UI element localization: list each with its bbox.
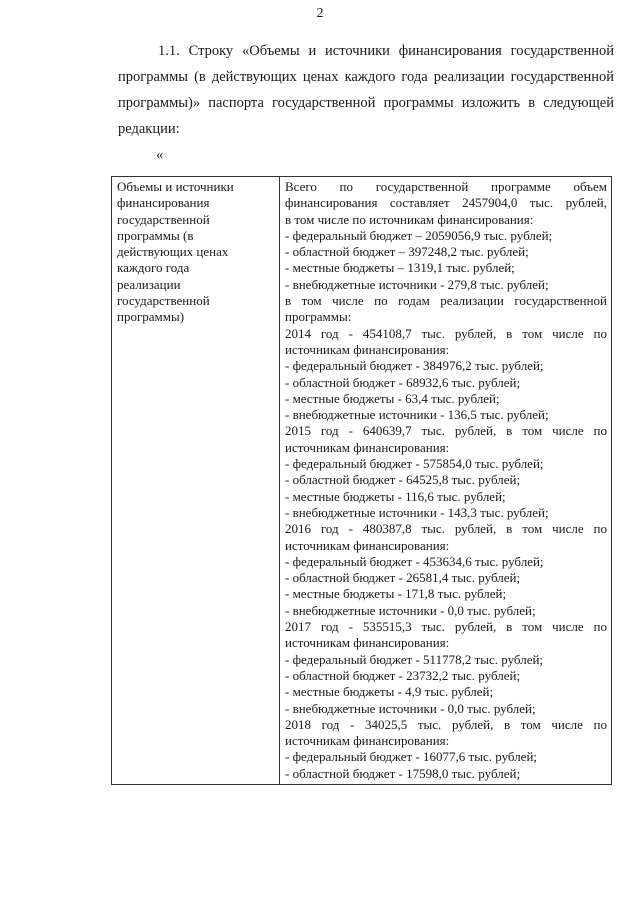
value-line: - федеральный бюджет - 384976,2 тыс. рублей; [285,358,544,374]
value-line: - внебюджетные источники - 279,8 тыс. рублей; [285,276,549,292]
label-line: программы (в [117,227,194,243]
value-line: - федеральный бюджет - 575854,0 тыс. рублей; [285,456,544,472]
value-line: - федеральный бюджет - 511778,2 тыс. рублей; [285,651,544,667]
label-line: Объемы и источники [117,179,234,194]
value-line: - местные бюджеты - 171,8 тыс. рублей; [285,586,507,602]
value-line: - местные бюджеты – 1319,1 тыс. рублей; [285,260,515,276]
value-line: - областной бюджет - 64525,8 тыс. рублей; [285,472,521,488]
value-line: программы: [285,309,352,325]
value-line: 2017 год - 535515,3 тыс. рублей, в том числе по [285,619,607,635]
value-line: - областной бюджет - 68932,6 тыс. рублей; [285,374,521,390]
opening-quote-mark: « [156,147,164,163]
label-line: программы) [117,309,185,325]
page-number: 2 [316,6,324,21]
passport-table [111,176,612,785]
label-line: государственной [117,211,210,227]
value-line: Всего по государственной программе объем [285,179,607,194]
value-line: - областной бюджет - 23732,2 тыс. рублей; [285,667,521,683]
value-line: - федеральный бюджет - 453634,6 тыс. рублей; [285,553,544,569]
value-line: источникам финансирования: [285,635,450,651]
value-line: 2018 год - 34025,5 тыс. рублей, в том числе по [285,716,607,732]
value-line: - федеральный бюджет - 16077,6 тыс. рублей; [285,749,538,765]
value-line: - местные бюджеты - 63,4 тыс. рублей; [285,390,500,406]
value-line: 2014 год - 454108,7 тыс. рублей, в том числе по [285,325,607,341]
value-line: источникам финансирования: [285,439,450,455]
table-row [112,177,612,785]
value-line: 2016 год - 480387,8 тыс. рублей, в том числе по [285,521,607,537]
value-line: - внебюджетные источники - 0,0 тыс. рублей; [285,700,536,716]
value-line: - областной бюджет – 397248,2 тыс. рублей; [285,244,529,260]
value-line: в том числе по годам реализации государственной [285,293,607,309]
value-line: финансирования составляет 2457904,0 тыс. рублей, [285,195,607,211]
value-line: источникам финансирования: [285,537,450,553]
label-line: финансирования [117,195,210,211]
value-line: - областной бюджет - 17598,0 тыс. рублей; [285,765,521,781]
value-line: - внебюджетные источники - 143,3 тыс. рублей; [285,504,549,520]
label-cell [112,177,280,785]
value-line: - внебюджетные источники - 0,0 тыс. рублей; [285,602,536,618]
intro-paragraph: 1.1. Строку «Объемы и источники финансирования государственной программы (в действующих ценах каждого года реализации государственной программы)» паспорта государственной программы изложить в следующей редакции: [118,43,614,137]
value-line: источникам финансирования: [285,733,450,749]
value-line: источникам финансирования: [285,341,450,357]
value-lines [285,179,607,782]
value-line: - внебюджетные источники - 136,5 тыс. рублей; [285,407,549,423]
label-lines [117,179,275,326]
value-line: 2015 год - 640639,7 тыс. рублей, в том числе по [285,423,607,439]
value-line: в том числе по источникам финансирования: [285,211,534,227]
label-line: реализации [117,276,181,292]
value-line: - местные бюджеты - 116,6 тыс. рублей; [285,488,506,504]
label-line: государственной [117,293,210,309]
label-line: каждого года [117,260,190,276]
value-line: - областной бюджет - 26581,4 тыс. рублей; [285,570,521,586]
value-cell [280,177,612,785]
value-line: - федеральный бюджет – 2059056,9 тыс. рублей; [285,227,553,243]
value-line: - местные бюджеты - 4,9 тыс. рублей; [285,684,494,700]
label-line: действующих ценах [117,244,229,260]
